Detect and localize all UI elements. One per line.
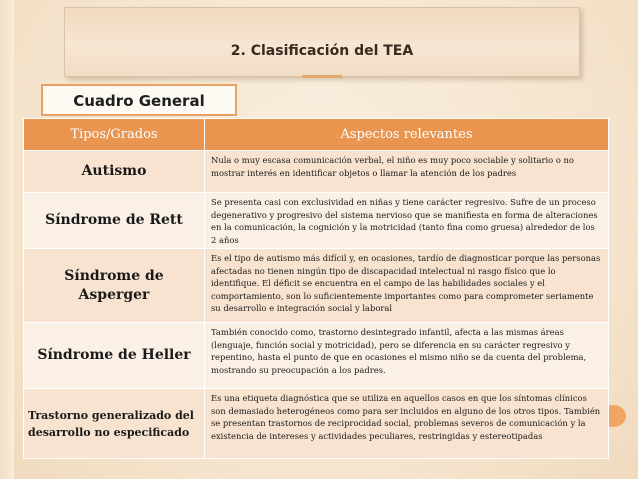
row-name: Síndrome de Rett xyxy=(24,193,205,249)
header-aspectos: Aspectos relevantes xyxy=(205,119,609,151)
table-row xyxy=(24,323,609,389)
title-accent-bar xyxy=(302,75,342,78)
header-tipos: Tipos/Grados xyxy=(24,119,205,151)
table-row xyxy=(24,389,609,459)
row-description: Es una etiqueta diagnóstica que se utiliza en aquellos casos en que los síntomas clínicos son demasiado heterogéneos como para ser incluidos en alguno de los otros tipos. También se presentan trastornos de reciprocidad social, problemas severos de comunicación y la existencia de intereses y actividades peculiares, restringidas y estereotipadas xyxy=(205,389,609,459)
table-header-row xyxy=(24,119,609,151)
title-banner xyxy=(64,7,580,77)
row-description: También conocido como, trastorno desintegrado infantil, afecta a las mismas áreas (lenguaje, función social y motricidad), pero se diferencia en su carácter regresivo y repentino, hasta el punto de que en ocasiones el mismo niño se da cuenta del problema, mostrando su preocupación a los padres. xyxy=(205,323,609,389)
subtitle-box xyxy=(41,84,237,116)
slide-title: 2. Clasificación del TEA xyxy=(230,43,414,59)
subtitle: Cuadro General xyxy=(73,92,205,110)
table-row xyxy=(24,151,609,193)
row-description: Nula o muy escasa comunicación verbal, el niño es muy poco sociable y solitario o no mostrar interés en identificar objetos o llamar la atención de los padres xyxy=(205,151,609,193)
row-description: Es el tipo de autismo más difícil y, en ocasiones, tardío de diagnosticar porque las personas afectadas no tienen ningún tipo de discapacidad intelectual ni rasgo físico que lo identifique. El déficit se encuentra en el campo de las habilidades sociales y el comportamiento, son lo suficientemente importantes como para comprometer seriamente su desarrollo e integración social y laboral xyxy=(205,249,609,323)
classification-table xyxy=(23,118,609,459)
row-name: Síndrome de Asperger xyxy=(24,249,205,323)
table-row xyxy=(24,249,609,323)
row-description: Se presenta casi con exclusividad en niñas y tiene carácter regresivo. Sufre de un proceso degenerativo y progresivo del sistema nervioso que se manifiesta en forma de alteraciones en la comunicación, la cognición y la motricidad (tanto fina como gruesa) alrededor de los 2 años xyxy=(205,193,609,249)
table-row xyxy=(24,193,609,249)
row-name: Síndrome de Heller xyxy=(24,323,205,389)
row-name: Autismo xyxy=(24,151,205,193)
row-name: Trastorno generalizado del desarrollo no especificado xyxy=(24,389,205,459)
left-decorative-stripe xyxy=(0,0,14,479)
